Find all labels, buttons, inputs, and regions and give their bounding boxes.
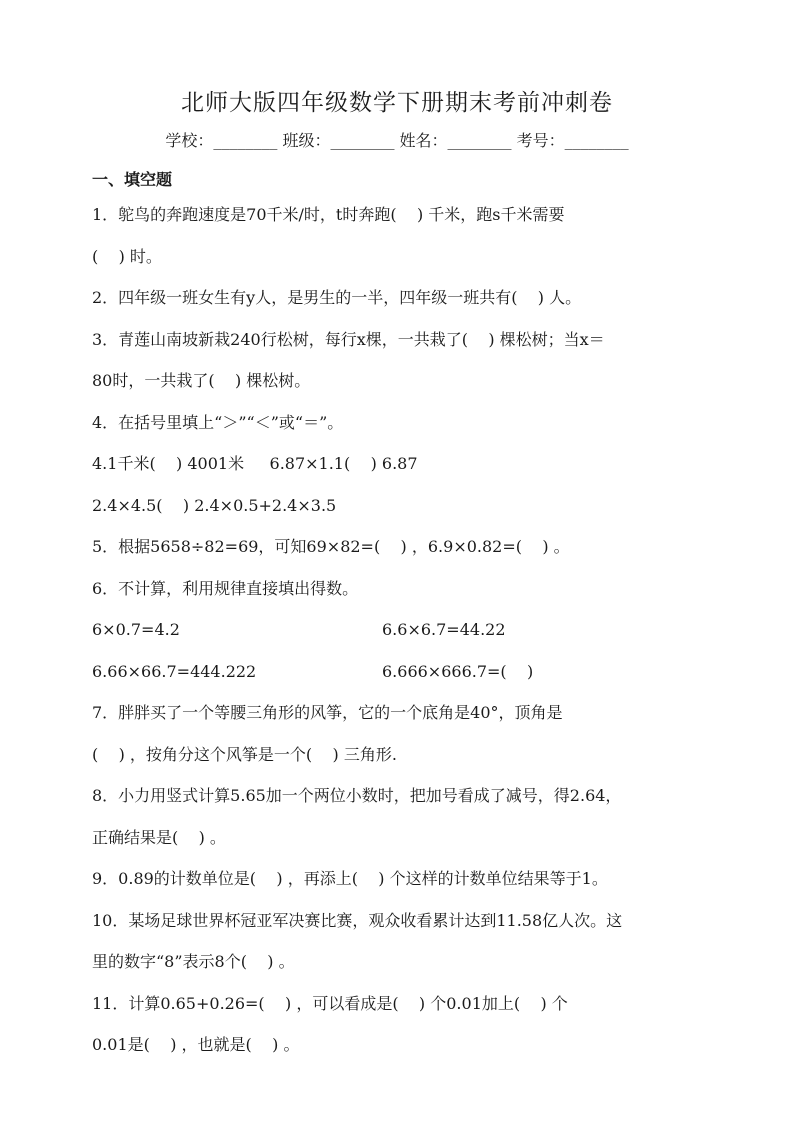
question-line: 5．根据5658÷82=69，可知69×82=( ) ，6.9×0.82=( ) 。 bbox=[92, 537, 570, 556]
question-line: 1．鸵鸟的奔跑速度是70千米/时，t时奔跑( ) 千米，跑s千米需要 bbox=[92, 205, 565, 224]
student-info-line: 学校：________ 班级：________ 姓名：________ 考号：________ bbox=[165, 131, 629, 150]
question-line: 里的数字“8”表示8个( ) 。 bbox=[92, 952, 295, 971]
question-line: 3．青莲山南坡新栽240行松树，每行x棵，一共栽了( ) 棵松树；当x＝ bbox=[92, 329, 605, 349]
question-line: 9．0.89的计数单位是( ) ，再添上( ) 个这样的计数单位结果等于1。 bbox=[92, 869, 608, 888]
pattern-left: 6.66×66.7=444.222 bbox=[92, 661, 257, 681]
question-line: 0.01是( ) ，也就是( ) 。 bbox=[92, 1035, 300, 1054]
question-line: 6．不计算，利用规律直接填出得数。 bbox=[92, 578, 359, 598]
pattern-left: 6×0.7=4.2 bbox=[92, 620, 180, 639]
question-line: 4.1千米( ) 4001米 6.87×1.1( ) 6.87 bbox=[92, 454, 418, 473]
question-line: 7．胖胖买了一个等腰三角形的风筝，它的一个底角是40°，顶角是 bbox=[92, 703, 563, 722]
question-line: ( ) ，按角分这个风筝是一个( ) 三角形. bbox=[92, 744, 397, 764]
pattern-right: 6.666×666.7=( ) bbox=[382, 661, 534, 681]
question-line: 正确结果是( ) 。 bbox=[92, 827, 226, 847]
question-line: 4．在括号里填上“＞”“＜”或“＝”。 bbox=[92, 412, 344, 432]
question-line: ( ) 时。 bbox=[92, 246, 162, 266]
question-line: 10．某场足球世界杯冠亚军决赛比赛，观众收看累计达到11.58亿人次。这 bbox=[92, 910, 623, 930]
question-line: 11．计算0.65+0.26=( ) ，可以看成是( ) 个0.01加上( ) 个 bbox=[92, 993, 568, 1013]
question-line: 80时，一共栽了( ) 棵松树。 bbox=[92, 371, 311, 390]
pattern-right: 6.6×6.7=44.22 bbox=[382, 620, 506, 639]
pattern-row bbox=[92, 651, 714, 693]
question-section bbox=[92, 166, 714, 1066]
page-title: 北师大版四年级数学下册期末考前冲刺卷 bbox=[181, 90, 613, 116]
question-line: 2.4×4.5( ) 2.4×0.5+2.4×3.5 bbox=[92, 495, 337, 515]
question-line: 8．小力用竖式计算5.65加一个两位小数时，把加号看成了减号，得2.64， bbox=[92, 786, 622, 805]
pattern-row bbox=[92, 609, 714, 651]
question-line: 2．四年级一班女生有y人，是男生的一半，四年级一班共有( ) 人。 bbox=[92, 288, 582, 307]
section-heading: 一、填空题 bbox=[92, 170, 173, 189]
